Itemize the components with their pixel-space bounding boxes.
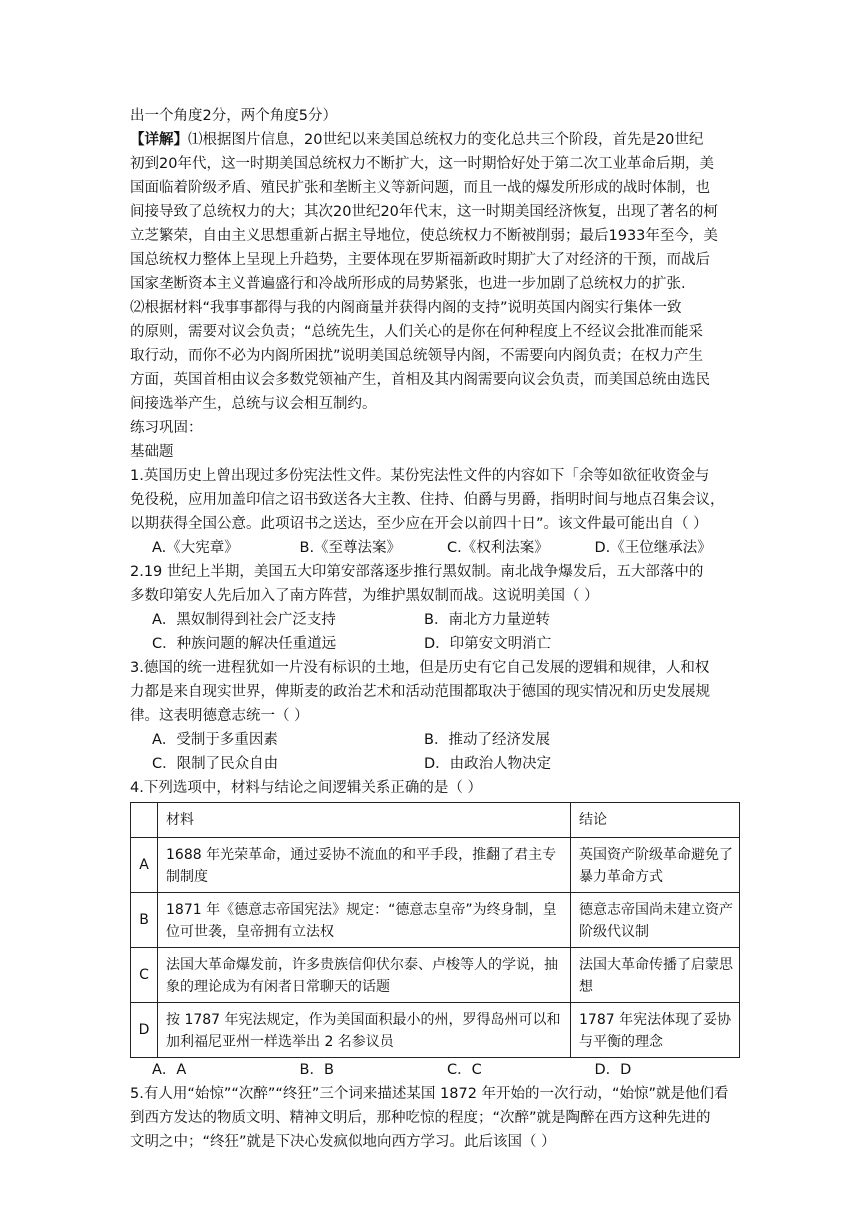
detail-line: 立芝繁荣，自由主义思想重新占据主导地位，使总统权力不断被削弱；最后1933年至今，美 [130,228,718,244]
table-row [131,948,740,1003]
options-row [130,536,742,560]
option-d[interactable]: D．由政治人物决定 [424,756,552,772]
row-label: C [131,948,158,1003]
option-b[interactable]: B．B [299,1062,334,1078]
part2-line: 方面，英国首相由议会多数党领袖产生，首相及其内阁需要向议会负责，而美国总统由选民 [130,372,710,388]
basic-title: 基础题 [130,444,174,460]
question-1 [130,464,742,560]
option-b[interactable]: B．南北方力量逆转 [424,612,550,628]
option-b[interactable]: B.《至尊法案》 [299,540,402,556]
table-header-material: 材料 [158,803,571,838]
option-b[interactable]: B．推动了经济发展 [424,732,550,748]
part2-section [130,296,742,416]
detail-line: 间接导致了总统权力的大；其次20世纪20年代末，这一时期美国经济恢复，出现了著名的柯 [130,204,718,220]
detail-line: 国家垄断资本主义普遍盛行和冷战所形成的局势紧张，也进一步加剧了总统权力的扩张. [130,276,686,292]
option-a[interactable]: A.《大宪章》 [152,540,239,556]
row-material: 法国大革命爆发前，许多贵族信仰伏尔泰、卢梭等人的学说，抽象的理论成为有闲者日常聊天的话题 [158,948,571,1003]
detail-line: 国总统权力整体上呈现上升趋势，主要体现在罗斯福新政时期扩大了对经济的干预，而战后 [130,252,710,268]
option-c[interactable]: C．种族问题的解决任重道远 [152,636,337,652]
option-d[interactable]: D.《王位继承法》 [594,540,712,556]
option-a[interactable]: A．受制于多重因素 [152,732,278,748]
question-5 [130,1082,742,1154]
question-2 [130,560,742,656]
detail-line: 国面临着阶级矛盾、殖民扩张和垄断主义等新问题，而且一战的爆发所形成的战时体制，也 [130,180,710,196]
table-row [131,893,740,948]
row-conclusion: 法国大革命传播了启蒙思想 [571,948,740,1003]
part2-line: 间接选举产生，总统与议会相互制约。 [130,396,377,412]
options-row [130,1058,742,1082]
row-label: A [131,838,158,893]
option-a[interactable]: A．A [152,1062,187,1078]
question-stem-line: 文明之中；“终狂”就是下决心发疯似地向西方学习。此后该国（ ） [130,1134,556,1150]
question-stem-line: 3.德国的统一进程犹如一片没有标识的土地，但是历史有它自己发展的逻辑和规律，人和权 [130,660,710,676]
material-conclusion-table [130,802,740,1058]
question-stem-line: 到西方发达的物质文明、精神文明后，那种吃惊的程度；“次醉”就是陶醉在西方这种先进的 [130,1110,711,1126]
row-label: D [131,1003,158,1058]
option-c[interactable]: C．C [447,1062,482,1078]
question-stem-line: 多数印第安人先后加入了南方阵营，为维护黑奴制而战。这说明美国（ ） [130,588,599,604]
option-d[interactable]: D．D [594,1062,632,1078]
option-c[interactable]: C.《权利法案》 [447,540,549,556]
options-row [130,632,742,656]
row-conclusion: 1787 年宪法体现了妥协与平衡的理念 [571,1003,740,1058]
row-material: 1688 年光荣革命，通过妥协不流血的和平手段，推翻了君主专制制度 [158,838,571,893]
options-row [130,728,742,752]
option-a[interactable]: A．黑奴制得到社会广泛支持 [152,612,336,628]
detail-label: 【详解】 [130,132,188,148]
detail-section [130,128,742,296]
practice-title: 练习巩固： [130,420,203,436]
question-stem-line: 律。这表明德意志统一（ ） [130,708,309,724]
part2-line: 的原则，需要对议会负责；“总统先生，人们关心的是你在何种程度上不经议会批准而能采 [130,324,704,340]
question-3 [130,656,742,776]
row-label: B [131,893,158,948]
detail-line: 初到20年代，这一时期美国总统权力不断扩大，这一时期恰好处于第二次工业革命后期，美 [130,156,714,172]
options-row [130,752,742,776]
document-page [130,104,742,1154]
options-row [130,608,742,632]
option-c[interactable]: C．限制了民众自由 [152,756,279,772]
row-conclusion: 英国资产阶级革命避免了暴力革命方式 [571,838,740,893]
question-stem-line: 力都是来自现实世界，俾斯麦的政治艺术和活动范围都取决于德国的现实情况和历史发展规 [130,684,710,700]
question-stem-line: 免役税，应用加盖印信之诏书致送各大主教、住持、伯爵与男爵，指明时间与地点召集会议， [130,492,725,508]
question-stem-line: 1.英国历史上曾出现过多份宪法性文件。某份宪法性文件的内容如下「余等如欲征收资金与 [130,468,710,484]
row-material: 1871 年《德意志帝国宪法》规定：“德意志皇帝”为终身制，皇位可世袭，皇帝拥有立法权 [158,893,571,948]
table-header-conclusion: 结论 [571,803,740,838]
part2-line: 取行动，而你不必为内阁所困扰”说明美国总统领导内阁，不需要向内阁负责；在权力产生 [130,348,704,364]
row-conclusion: 德意志帝国尚未建立资产阶级代议制 [571,893,740,948]
question-4 [130,776,742,1082]
table-header-blank [131,803,158,838]
question-stem-line: 4.下列选项中，材料与结论之间逻辑关系正确的是（ ） [130,780,482,796]
question-stem-line: 以期获得全国公意。此项诏书之送达，至少应在开会以前四十日”。该文件最可能出自（ ） [130,516,708,532]
detail-line: ⑴根据图片信息，20世纪以来美国总统权力的变化总共三个阶段，首先是20世纪 [188,132,704,148]
table-row [131,1003,740,1058]
question-stem-line: 5.有人用“始惊”“次醉”“终狂”三个词来描述某国 1872 年开始的一次行动，“始惊”就是他们看 [130,1086,729,1102]
table-row [131,838,740,893]
table-header-row [131,803,740,838]
question-stem-line: 2.19 世纪上半期，美国五大印第安部落逐步推行黑奴制。南北战争爆发后，五大部落中的 [130,564,704,580]
previous-answer-tail: 出一个角度2分，两个角度5分） [130,108,337,124]
part2-line: ⑵根据材料“我事事都得与我的内阁商量并获得内阁的支持”说明英国内阁实行集体一致 [130,300,682,316]
option-d[interactable]: D．印第安文明消亡 [424,636,552,652]
row-material: 按 1787 年宪法规定，作为美国面积最小的州，罗得岛州可以和加利福尼亚州一样选举出 2 名参议员 [158,1003,571,1058]
